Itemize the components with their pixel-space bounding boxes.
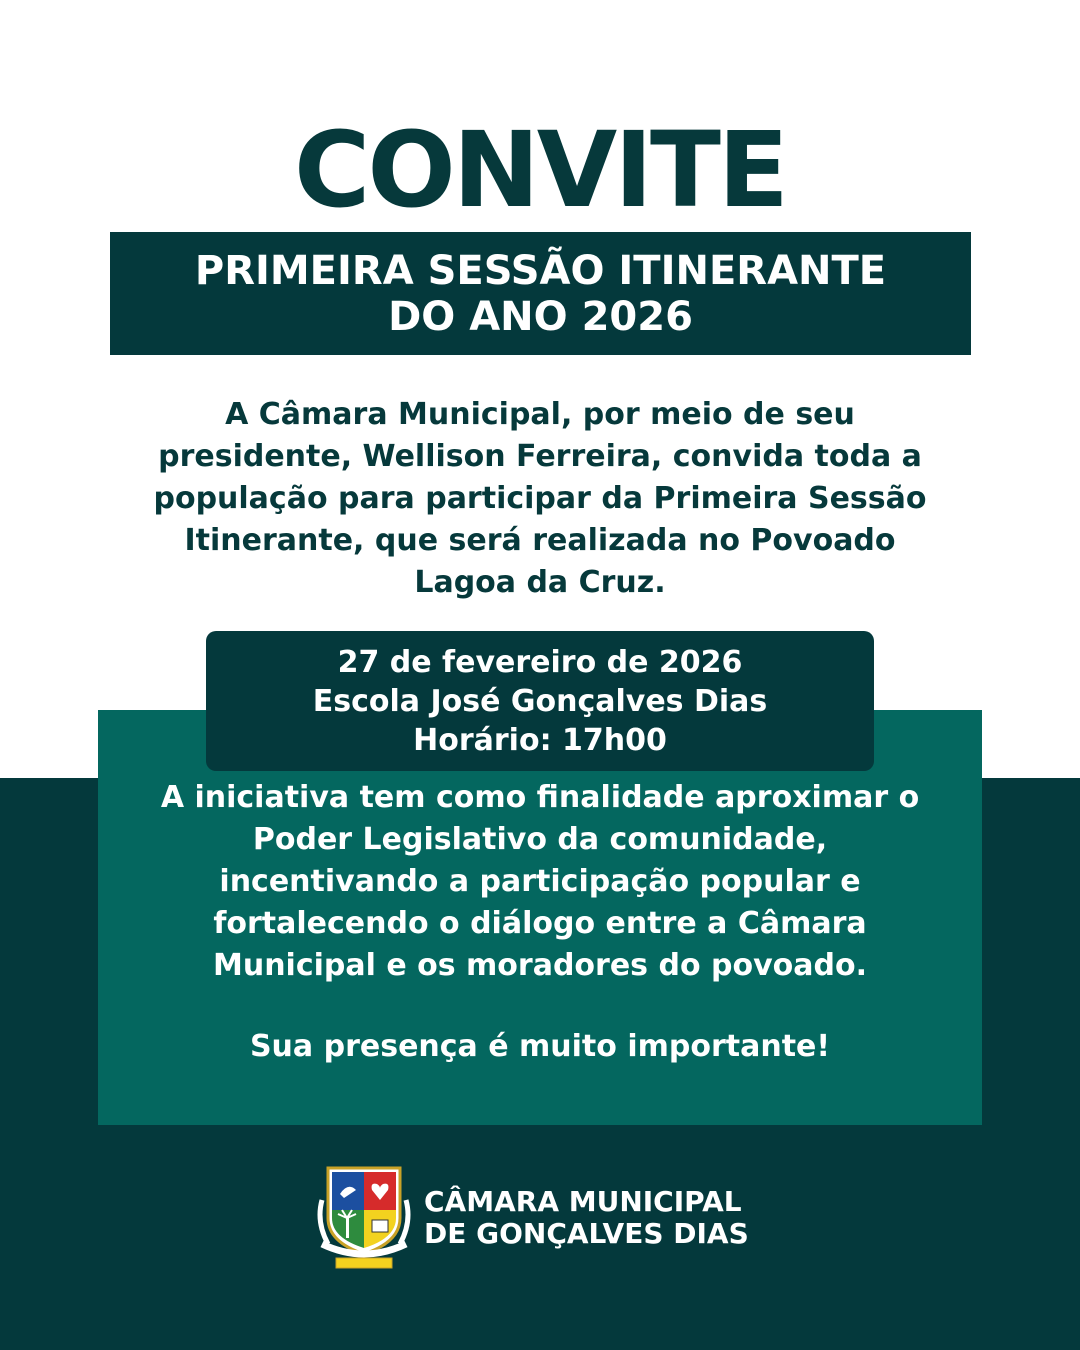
footer — [314, 1160, 794, 1276]
description-line: incentivando a participação popular e — [219, 864, 861, 899]
intro-line: A Câmara Municipal, por meio de seu — [225, 397, 855, 432]
intro-line: Lagoa da Cruz. — [414, 565, 666, 600]
intro-paragraph — [120, 394, 960, 604]
description-line: Municipal e os moradores do povoado. — [212, 948, 867, 983]
description-line: A iniciativa tem como finalidade aproximar o — [160, 780, 920, 815]
event-info-card — [206, 631, 874, 771]
subtitle-line: DO ANO 2026 — [388, 293, 693, 340]
event-location: Escola José Gonçalves Dias — [312, 683, 768, 719]
subtitle-line: PRIMEIRA SESSÃO ITINERANTE — [194, 247, 887, 294]
description-line: Poder Legislativo da comunidade, — [252, 822, 828, 857]
intro-line: Itinerante, que será realizada no Povoado — [184, 523, 896, 558]
intro-line: presidente, Wellison Ferreira, convida toda a — [158, 439, 922, 474]
description-paragraph — [110, 777, 970, 987]
organization-name-line: CÂMARA MUNICIPAL — [424, 1185, 742, 1218]
subtitle-banner — [110, 232, 971, 355]
closing-message: Sua presença é muito importante! — [249, 1029, 831, 1064]
page-title: CONVITE — [294, 109, 786, 231]
intro-line: população para participar da Primeira Sessão — [153, 481, 927, 516]
event-date: 27 de fevereiro de 2026 — [337, 644, 743, 680]
description-line: fortalecendo o diálogo entre a Câmara — [213, 906, 867, 941]
organization-name — [424, 1186, 749, 1250]
event-time: Horário: 17h00 — [413, 722, 667, 758]
organization-name-line: DE GONÇALVES DIAS — [424, 1217, 749, 1250]
coat-of-arms-icon — [314, 1160, 414, 1272]
